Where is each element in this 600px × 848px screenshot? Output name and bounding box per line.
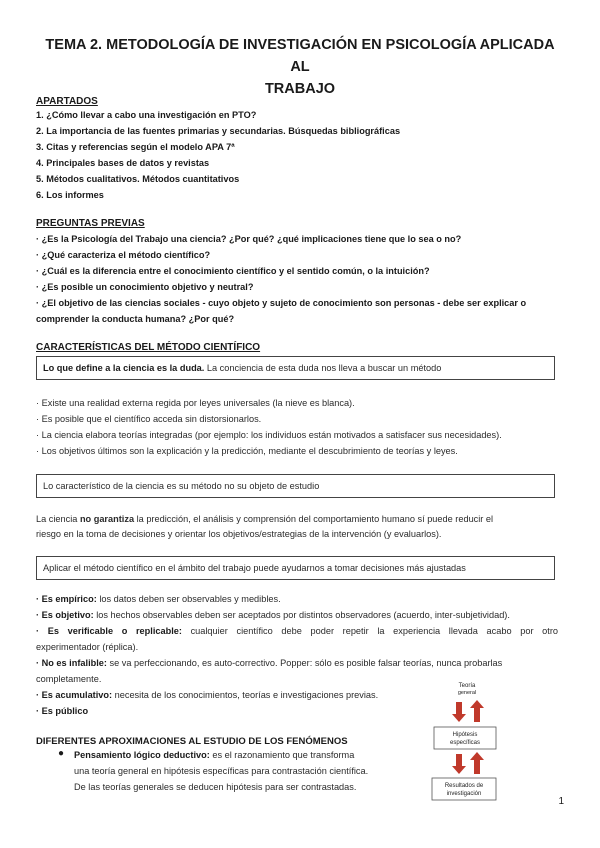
characteristic-item: · Es posible que el científico acceda sin distorsionarlos. [36, 414, 262, 424]
definition-bold: Lo que define a la ciencia es la duda. [43, 363, 205, 373]
deductive-line-2: una teoría general en hipótesis específicas para contrastación científica. [74, 766, 369, 776]
apartados-item: 2. La importancia de las fuentes primarias y secundarias. Búsquedas bibliográficas [36, 126, 401, 136]
apartados-item: 1. ¿Cómo llevar a cabo una investigación en PTO? [36, 110, 257, 120]
pregunta-item: · ¿El objetivo de las ciencias sociales - cuyo objeto y sujeto de conocimiento son personas - debe ser explicar o [36, 298, 527, 308]
pregunta-item: comprender la conducta humana? ¿Por qué? [36, 314, 235, 324]
paragraph-line-2: riesgo en la toma de decisiones y orientar los objetivos/estrategias de la intervención (y evaluarlos). [36, 529, 442, 539]
property-item: · Es verificable o replicable: cualquier científico debe poder repetir la experiencia llevada acabo por otro [36, 626, 558, 636]
deduction-diagram [430, 680, 500, 810]
property-continuation: experimentador (réplica). [36, 642, 139, 652]
method-box [36, 474, 555, 498]
apartados-item: 6. Los informes [36, 190, 104, 200]
diagram-bottom-label-2: investigación [446, 791, 482, 797]
title-line-1: TEMA 2. METODOLOGÍA DE INVESTIGACIÓN EN PSICOLOGÍA APLICADA AL [45, 37, 555, 75]
arrow-up-icon [470, 752, 484, 774]
preguntas-heading: PREGUNTAS PREVIAS [36, 218, 145, 229]
property-continuation: completamente. [36, 674, 102, 684]
deduction-diagram-svg [430, 680, 500, 810]
apartados-item: 4. Principales bases de datos y revistas [36, 158, 210, 168]
title-line-2: TRABAJO [264, 81, 336, 97]
page-title [40, 34, 560, 100]
characteristic-item: · Existe una realidad externa regida por leyes universales (la nieve es blanca). [36, 398, 355, 408]
property-item: · Es objetivo: los hechos observables deben ser aceptados por distintos observadores (acuerdo, inter-subjetividad). [36, 610, 510, 620]
arrow-down-icon [452, 754, 466, 774]
apartados-item: 5. Métodos cualitativos. Métodos cuantitativos [36, 174, 240, 184]
method-box-text: Lo característico de la ciencia es su método no su objeto de estudio [43, 481, 320, 491]
paragraph-bold: no garantiza [79, 514, 135, 524]
guarantee-paragraph [36, 512, 558, 542]
arrow-down-icon [452, 702, 466, 722]
pregunta-item: · ¿Cuál es la diferencia entre el conocimiento científico y el sentido común, o la intuición? [36, 266, 430, 276]
apartados-item: 3. Citas y referencias según el modelo APA 7ª [36, 142, 235, 152]
definition-rest: La conciencia de esta duda nos lleva a buscar un método [204, 363, 442, 373]
arrow-up-icon [470, 700, 484, 722]
property-item: · Es empírico: los datos deben ser observables y medibles. [36, 594, 281, 604]
definition-box [36, 356, 555, 380]
apply-box-text: Aplicar el método científico en el ámbito del trabajo puede ayudarnos a tomar decisiones más ajustadas [43, 563, 466, 573]
bullet-icon: ● [58, 748, 65, 759]
aproximaciones-heading: DIFERENTES APROXIMACIONES AL ESTUDIO DE LOS FENÓMENOS [36, 736, 348, 747]
diagram-mid-label-1: Hipótesis [452, 732, 478, 738]
deductive-line-3: De las teorías generales se deducen hipótesis para ser contrastadas. [74, 782, 357, 792]
apartados-heading: APARTADOS [36, 96, 98, 107]
diagram-mid-label-2: específicas [449, 740, 481, 746]
page-number: 1 [558, 796, 564, 807]
pregunta-item: · ¿Es la Psicología del Trabajo una ciencia? ¿Por qué? ¿qué implicaciones tiene que lo sea o no? [36, 234, 462, 244]
paragraph-pre: La ciencia [36, 514, 80, 524]
diagram-bottom-label-1: Resultados de [444, 783, 484, 789]
property-item: · Es público [36, 706, 89, 716]
characteristic-item: · Los objetivos últimos son la explicación y la predicción, mediante el descubrimiento de teorías y leyes. [36, 446, 458, 456]
caracteristicas-heading: CARACTERÍSTICAS DEL MÉTODO CIENTÍFICO [36, 342, 261, 353]
diagram-top-label-1: Teoría [458, 683, 476, 689]
diagram-top-label-2: general [457, 690, 477, 696]
pregunta-item: · ¿Qué caracteriza el método científico? [36, 250, 211, 260]
deductive-bullet: Pensamiento lógico deductivo: es el razonamiento que transforma [74, 750, 355, 760]
property-item: · No es infalible: se va perfeccionando, es auto-correctivo. Popper: sólo es posible falsar teorías, nunca probarlas [36, 658, 503, 668]
paragraph-post: la predicción, el análisis y comprensión del comportamiento humano sí puede reducir el [134, 514, 494, 524]
property-item: · Es acumulativo: necesita de los conocimientos, teorías e investigaciones previas. [36, 690, 379, 700]
apply-box [36, 556, 555, 580]
pregunta-item: · ¿Es posible un conocimiento objetivo y neutral? [36, 282, 254, 292]
characteristic-item: · La ciencia elabora teorías integradas (por ejemplo: los individuos están motivados a satisfacer sus necesidades). [36, 430, 502, 440]
